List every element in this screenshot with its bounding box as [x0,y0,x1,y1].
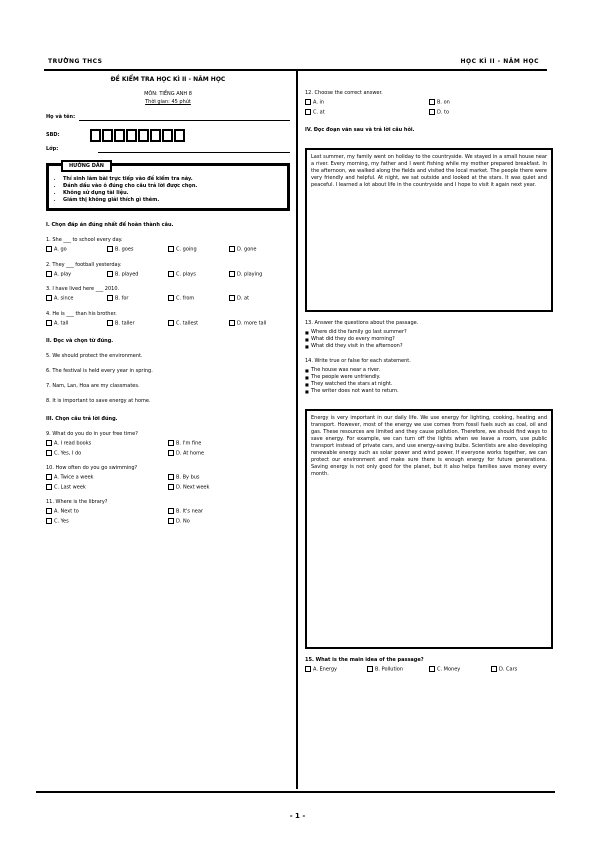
checkbox-icon[interactable] [168,518,174,524]
option-label: B. for [115,295,129,302]
name-line[interactable] [79,114,290,121]
checkbox-icon[interactable] [46,450,52,456]
question-final [305,657,553,674]
checkbox-icon[interactable] [168,320,174,326]
answer-option[interactable] [168,474,290,482]
checkbox-icon[interactable] [229,246,235,252]
question [46,237,290,254]
answer-option[interactable] [46,271,107,279]
checkbox-icon[interactable] [46,246,52,252]
instruction-item: • Không sử dụng tài liệu. [63,190,281,197]
id-label: SBD: [46,132,60,138]
answer-option[interactable] [229,295,290,303]
option-label: B. played [115,271,139,277]
question [46,311,290,328]
bullet-item: ■ The people were unfriendly. [305,374,553,381]
answer-option[interactable] [107,271,168,279]
bullet-item: ■ What did they visit in the afternoon? [305,343,553,350]
option-label: C. Yes [54,518,69,524]
answer-option[interactable] [168,484,290,492]
instructions-box [46,163,290,211]
option-label: C. Last week [54,484,86,490]
instruction-item: • Đánh dấu vào ô đúng cho câu trả lời được chọn. [63,183,281,190]
checkbox-icon[interactable] [46,295,52,301]
answer-option[interactable] [429,109,553,117]
answer-option[interactable] [46,295,107,303]
instructions-title: HƯỚNG DẪN [61,160,112,172]
question-options [46,508,290,525]
class-label: Lớp: [46,146,59,152]
question [46,431,290,457]
checkbox-icon[interactable] [168,246,174,252]
section-heading: I. Chọn đáp án đúng nhất để hoàn thành câu. [46,222,174,228]
header-left: TRƯỜNG THCS [48,58,103,65]
answer-option[interactable] [305,109,429,117]
option-label: B. I'm fine [176,440,202,447]
checkbox-icon[interactable] [429,109,435,115]
header-right: HỌC KÌ II - NĂM HỌC [460,58,539,65]
class-line[interactable] [98,146,290,153]
option-label: A. Energy [313,666,338,673]
question-true-false [305,358,553,395]
checkbox-icon[interactable] [229,271,235,277]
option-label: C. Yes, I do [54,450,82,456]
question-options [46,271,290,279]
exam-duration: Thời gian: 45 phút [145,99,191,105]
instruction-item: • Thí sinh làm bài trực tiếp vào đề kiểm tra này. [63,176,281,183]
option-label: C. at [313,109,325,115]
option-label: A. Next to [54,508,79,515]
id-digit-box[interactable] [174,129,185,142]
question-options [46,295,290,303]
checkbox-icon[interactable] [168,271,174,277]
checkbox-icon[interactable] [168,474,174,480]
option-label: D. gone [237,246,257,253]
answer-option[interactable] [168,271,229,279]
checkbox-icon[interactable] [305,99,311,105]
question-text: 12. Choose the correct answer. [305,90,383,96]
option-label: B. on [437,99,450,106]
checkbox-icon[interactable] [107,246,113,252]
answer-option[interactable] [46,474,168,482]
checkbox-icon[interactable] [168,440,174,446]
answer-option[interactable] [107,246,168,254]
page-number: - 1 - [289,812,306,820]
answer-option[interactable] [168,508,290,516]
id-field [46,129,290,142]
option-label: C. going [176,246,197,253]
answer-option[interactable] [229,320,290,328]
bullet-item: ■ Where did the family go last summer? [305,329,553,336]
question [46,383,290,390]
answer-option[interactable] [46,320,107,328]
column-divider [296,71,298,789]
option-label: A. I read books [54,440,92,447]
answer-option[interactable] [46,450,168,458]
option-label: C. Money [437,666,461,673]
checkbox-icon[interactable] [107,295,113,301]
question-options [305,99,553,116]
answer-option[interactable] [229,246,290,254]
answer-option[interactable] [107,320,168,328]
id-digit-box[interactable] [90,129,101,142]
option-label: D. playing [237,271,263,277]
bullet-item: ■ What did they do every morning? [305,336,553,343]
checkbox-icon[interactable] [229,295,235,301]
answer-option[interactable] [429,666,491,674]
id-digit-box[interactable] [114,129,125,142]
answer-option[interactable] [367,666,429,674]
question-text: 15. What is the main idea of the passage? [305,657,424,663]
checkbox-icon[interactable] [46,518,52,524]
checkbox-icon[interactable] [46,474,52,480]
option-label: A. Twice a week [54,474,94,481]
question-text: 4. He is ___ than his brother. [46,310,117,317]
bullet-item: ■ They watched the stars at night. [305,381,553,388]
question-text: 1. She ___ to school every day. [46,237,123,243]
question [46,353,290,360]
right-column [305,74,553,674]
id-digit-box[interactable] [150,129,161,142]
checkbox-icon[interactable] [429,99,435,105]
option-label: D. At home [176,450,205,456]
answer-option[interactable] [168,295,229,303]
question [46,262,290,279]
left-column [46,74,290,525]
question [46,368,290,375]
checkbox-icon[interactable] [107,271,113,277]
option-label: A. go [54,246,67,253]
option-label: B. Pollution [375,666,404,673]
answer-option[interactable] [168,450,290,458]
checkbox-icon[interactable] [46,440,52,446]
checkbox-icon[interactable] [107,320,113,326]
left-sections [46,222,290,525]
id-digit-box[interactable] [102,129,113,142]
reading-passage-1: Last summer, my family went on holiday to the countryside. We stayed in a small house near a river. Every morning, my father and I went fishing while my mother prepared breakfast. In the afternoon, we walked along the fields and visited the local market. The people there were very friendly and helpful. At night, we sat outside and looked at the stars. It was quiet and peaceful. I learned a lot about life in the countryside and I hope to visit it again next year. [305,148,553,312]
checkbox-icon[interactable] [46,320,52,326]
id-digit-box[interactable] [138,129,149,142]
option-label: D. No [176,518,190,524]
bottom-rule [36,791,555,793]
checkbox-icon[interactable] [168,450,174,456]
answer-option[interactable] [168,246,229,254]
question [46,286,290,303]
exam-title: ĐỀ KIỂM TRA HỌC KÌ II - NĂM HỌC [110,76,226,83]
checkbox-icon[interactable] [429,666,435,672]
instruction-item: • Giám thị không giải thích gì thêm. [63,197,281,204]
question [46,398,290,405]
checkbox-icon[interactable] [367,666,373,672]
option-label: C. plays [176,271,196,277]
question-options [305,666,553,674]
question-text: 14. Write true or false for each statement. [305,358,411,364]
answer-option[interactable] [168,440,290,448]
question-text: 2. They ___ football yesterday. [46,261,122,268]
question-options [46,474,290,491]
checkbox-icon[interactable] [168,295,174,301]
bullet-item: ■ The house was near a river. [305,367,553,374]
question-text: 13. Answer the questions about the passage. [305,320,419,326]
question [46,499,290,525]
question-text: 6. The festival is held every year in spring. [46,368,153,374]
checkbox-icon[interactable] [46,484,52,490]
option-label: C. tallest [176,320,199,326]
option-label: D. Cars [499,666,518,673]
question-options [46,320,290,328]
question-text: 3. I have lived here ___ 2010. [46,286,120,292]
name-label: Họ và tên: [46,114,76,120]
checkbox-icon[interactable] [168,508,174,514]
answer-option[interactable] [46,484,168,492]
answer-option[interactable] [429,99,553,107]
checkbox-icon[interactable] [305,666,311,672]
option-label: A. since [54,295,74,302]
question-text: 10. How often do you go swimming? [46,465,138,471]
checkbox-icon[interactable] [46,271,52,277]
passage1-heading: IV. Đọc đoạn văn sau và trả lời câu hỏi. [305,127,415,133]
bullet-item: ■ The writer does not want to return. [305,388,553,395]
id-boxes[interactable] [90,129,186,142]
question-after-passage1 [305,320,553,350]
option-label: D. to [437,109,450,115]
question-text: 11. Where is the library? [46,499,108,505]
id-digit-box[interactable] [126,129,137,142]
answer-option[interactable] [229,271,290,279]
answer-option[interactable] [305,99,429,107]
option-label: B. taller [115,320,135,326]
section-heading: II. Đọc và chọn từ đúng. [46,338,114,344]
question-options [46,440,290,457]
question [46,465,290,491]
answer-option[interactable] [491,666,553,674]
reading-passage-2: Energy is very important in our daily life. We use energy for lighting, cooking, heating and transport. However, most of the energy we use comes from fossil fuels such as coal, oil and gas. These resources are limited and they cause pollution. Therefore, we should find ways to save energy. For example, we can turn off the lights when we leave a room, use public transport instead of private cars, and use energy-saving bulbs. Scientists are also developing renewable energy such as solar power and wind power. If everyone works together, we can protect our environment and make sure there is enough energy for future generations. Saving energy is not only good for the planet, but it also helps families save money every month. [305,409,553,649]
option-label: B. It's near [176,508,203,515]
question-top [305,90,553,116]
class-field[interactable] [46,146,290,153]
name-field[interactable] [46,114,290,121]
answer-option[interactable] [46,518,168,526]
option-label: D. Next week [176,484,210,490]
checkbox-icon[interactable] [305,109,311,115]
answer-option[interactable] [305,666,367,674]
answer-option[interactable] [46,246,107,254]
question-text: 8. It is important to save energy at home. [46,398,151,404]
option-label: A. tall [54,320,69,326]
option-label: B. By bus [176,474,200,481]
answer-option[interactable] [168,320,229,328]
answer-option[interactable] [46,440,168,448]
question-text: 7. Nam, Lan, Hoa are my classmates. [46,383,140,389]
checkbox-icon[interactable] [46,508,52,514]
checkbox-icon[interactable] [229,320,235,326]
option-label: A. in [313,99,325,106]
checkbox-icon[interactable] [491,666,497,672]
question-options [46,246,290,254]
answer-option[interactable] [107,295,168,303]
checkbox-icon[interactable] [168,484,174,490]
id-digit-box[interactable] [162,129,173,142]
option-label: C. from [176,295,195,302]
section-heading: III. Chọn câu trả lời đúng. [46,416,118,422]
answer-option[interactable] [168,518,290,526]
option-label: D. more tall [237,320,267,326]
option-label: A. play [54,271,72,277]
answer-option[interactable] [46,508,168,516]
exam-subject: MÔN: TIẾNG ANH 8 [144,91,192,97]
question-text: 5. We should protect the environment. [46,353,143,359]
option-label: D. at [237,295,250,302]
question-text: 9. What do you do in your free time? [46,431,138,437]
option-label: B. goes [115,246,134,253]
